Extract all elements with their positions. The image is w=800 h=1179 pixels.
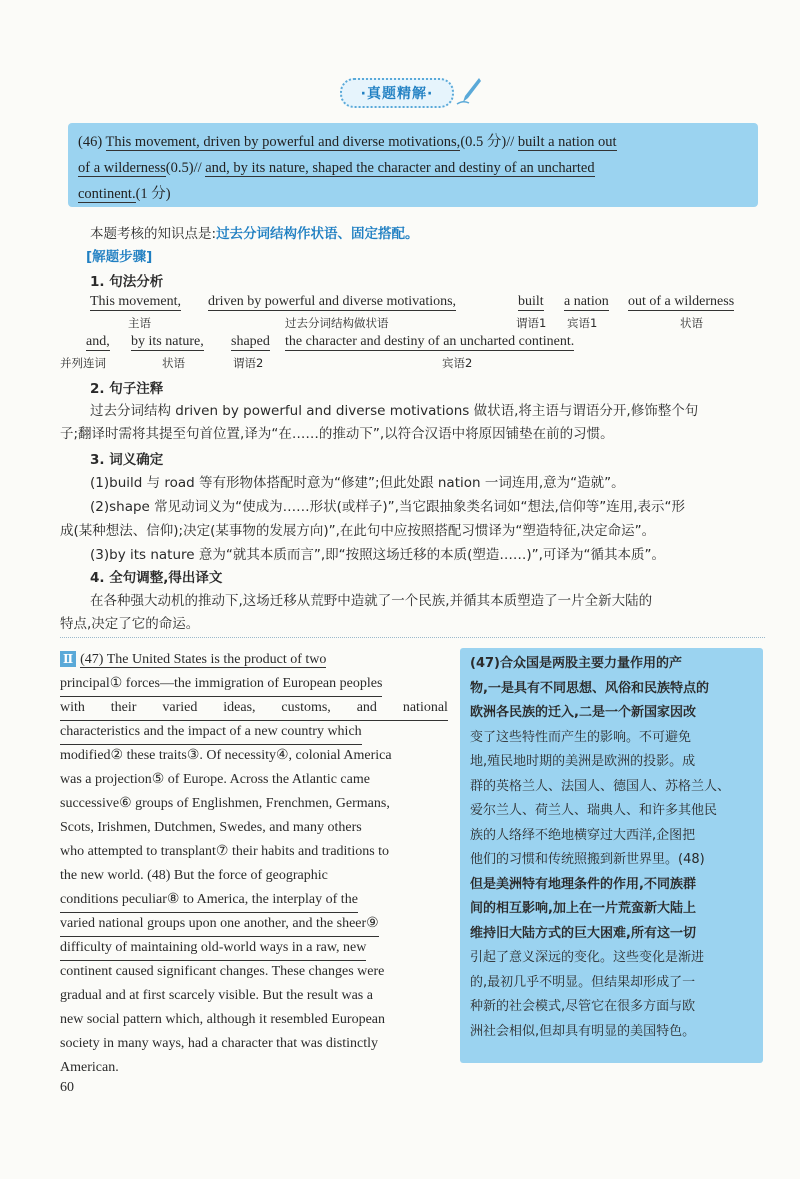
- passage-line-16: new social pattern which, although it resembled European: [60, 1012, 386, 1027]
- step4-title: 4. 全句调整,得出译文: [90, 570, 223, 586]
- passage-line-14: continent caused significant changes. These changes were: [60, 964, 385, 979]
- translation-line-2: 物,一是具有不同思想、风俗和民族特点的: [470, 680, 709, 696]
- passage-line-8: Scots, Irishmen, Dutchmen, Swedes, and many others: [60, 820, 362, 835]
- translation-line-1: (47)合众国是两股主要力量作用的产: [470, 656, 682, 671]
- passage-line-5: modified② these traits③. Of necessity④, colonial America: [60, 748, 392, 763]
- translation-line-11: 间的相互影响,加上在一片荒蛮新大陆上: [470, 901, 696, 916]
- knowledge-points: 本题考核的知识点是:过去分词结构作状语、固定搭配。: [90, 226, 419, 242]
- passage-line-6: was a projection⑤ of Europe. Across the Atlantic came: [60, 772, 370, 787]
- step2-line-1: 过去分词结构 driven by powerful and diverse motivations 做状语,将主语与谓语分开,修饰整个句: [90, 403, 699, 419]
- role-object1: 宾语1: [567, 316, 598, 330]
- role-adverbial-phrase: 过去分词结构做状语: [285, 316, 389, 330]
- translation-line-16: 洲社会相似,但却具有明显的美国特色。: [470, 1023, 696, 1039]
- analysis-predicate2: shaped: [231, 334, 270, 349]
- role-conjunction: 并列连词: [60, 356, 106, 370]
- translation-line-15: 种新的社会模式,尽管它在很多方面与欧: [470, 999, 696, 1014]
- analysis-conjunction: and,: [86, 334, 110, 349]
- passage-line-18: American.: [60, 1060, 119, 1075]
- translation-line-4: 变了这些特性而产生的影响。不可避免: [470, 729, 692, 745]
- analysis-adverbial-phrase: driven by powerful and diverse motivations,: [208, 294, 457, 309]
- step4-line-2: 特点,决定了它的命运。: [60, 616, 200, 632]
- question-line-1: (46) This movement, driven by powerful and diverse motivations,(0.5 分)// built a nation out: [78, 134, 617, 150]
- section-badge: ·真题精解·: [340, 78, 454, 108]
- question-line-2: of a wilderness(0.5)// and, by its nature, shaped the character and destiny of an uncharted: [78, 160, 595, 176]
- passage-line-12: varied national groups upon one another, and the sheer⑨: [60, 912, 448, 937]
- pen-icon: [455, 76, 483, 106]
- step3-line-3: 成(某种想法、信仰);决定(某事物的发展方向)”,在此句中应按照搭配习惯译为“塑造特征,决定命运”。: [60, 523, 656, 539]
- steps-title: [解题步骤]: [86, 249, 153, 265]
- step3-title: 3. 词义确定: [90, 452, 164, 468]
- translation-line-7: 爱尔兰人、荷兰人、瑞典人、和许多其他民: [470, 803, 718, 818]
- translation-line-13: 引起了意义深远的变化。这些变化是渐进: [470, 950, 705, 965]
- translation-line-14: 的,最初几乎不明显。但结果却形成了一: [470, 974, 696, 990]
- section-roman-badge: Ⅱ: [60, 651, 76, 667]
- page-number: 60: [60, 1080, 74, 1095]
- analysis-predicate1: built: [518, 294, 544, 309]
- step2-line-2: 子;翻译时需将其提至句首位置,译为“在……的推动下”,以符合汉语中将原因铺垫在前的习惯。: [60, 426, 614, 442]
- passage-line-7: successive⑥ groups of Englishmen, Frenchmen, Germans,: [60, 796, 390, 811]
- step1-title: 1. 句法分析: [90, 274, 164, 290]
- passage-line-3: with their varied ideas, customs, and national: [60, 696, 448, 721]
- analysis-object1: a nation: [564, 294, 609, 309]
- role-object2: 宾语2: [442, 356, 473, 370]
- passage-line-1: Ⅱ (47) The United States is the product of two: [60, 648, 448, 672]
- role-adverbial: 状语: [680, 316, 703, 330]
- passage-line-2: principal① forces—the immigration of European peoples: [60, 672, 448, 697]
- step3-line-2: (2)shape 常见动词义为“使成为……形状(或样子)”,当它跟抽象类名词如“想法,信仰等”连用,表示“形: [90, 499, 686, 515]
- analysis-adverbial2: by its nature,: [131, 334, 204, 349]
- analysis-adverbial: out of a wilderness: [628, 294, 735, 309]
- translation-line-8: 族的人络绎不绝地横穿过大西洋,企图把: [470, 827, 696, 843]
- step3-line-4: (3)by its nature 意为“就其本质而言”,即“按照这场迁移的本质(塑造……)”,可译为“循其本质”。: [90, 547, 665, 563]
- translation-line-12: 维持旧大陆方式的巨大困难,所有这一切: [470, 925, 696, 941]
- passage-line-15: gradual and at first scarcely visible. But the result was a: [60, 988, 373, 1003]
- question-line-3: continent.(1 分): [78, 186, 171, 202]
- role-predicate1: 谓语1: [516, 316, 547, 330]
- divider: [60, 637, 765, 638]
- translation-line-5: 地,殖民地时期的美洲是欧洲的投影。成: [470, 754, 696, 769]
- role-subject: 主语: [128, 316, 151, 330]
- step3-line-1: (1)build 与 road 等有形物体搭配时意为“修建”;但此处跟 nation 一词连用,意为“造就”。: [90, 475, 625, 491]
- step4-line-1: 在各种强大动机的推动下,这场迁移从荒野中造就了一个民族,并循其本质塑造了一片全新大陆的: [90, 593, 653, 609]
- passage-line-4: characteristics and the impact of a new country which: [60, 720, 448, 745]
- passage-line-17: society in many ways, had a character that was distinctly: [60, 1036, 379, 1051]
- role-predicate2: 谓语2: [233, 356, 264, 370]
- translation-line-3: 欧洲各民族的迁入,二是一个新国家因改: [470, 705, 696, 720]
- passage-line-11: conditions peculiar⑧ to America, the interplay of the: [60, 888, 448, 913]
- passage-line-10: the new world. (48) But the force of geographic: [60, 868, 328, 883]
- translation-line-6: 群的英格兰人、法国人、德国人、苏格兰人、: [470, 778, 731, 794]
- passage-line-13: difficulty of maintaining old-world ways in a raw, new: [60, 936, 448, 961]
- step2-title: 2. 句子注释: [90, 381, 164, 397]
- translation-line-10: 但是美洲特有地理条件的作用,不同族群: [470, 876, 696, 892]
- analysis-object2: the character and destiny of an uncharted continent.: [285, 334, 575, 349]
- analysis-subject: This movement,: [90, 294, 181, 309]
- translation-line-9: 他们的习惯和传统照搬到新世界里。(48): [470, 852, 705, 867]
- passage-line-9: who attempted to transplant⑦ their habits and traditions to: [60, 844, 390, 859]
- role-adverbial2: 状语: [162, 356, 185, 370]
